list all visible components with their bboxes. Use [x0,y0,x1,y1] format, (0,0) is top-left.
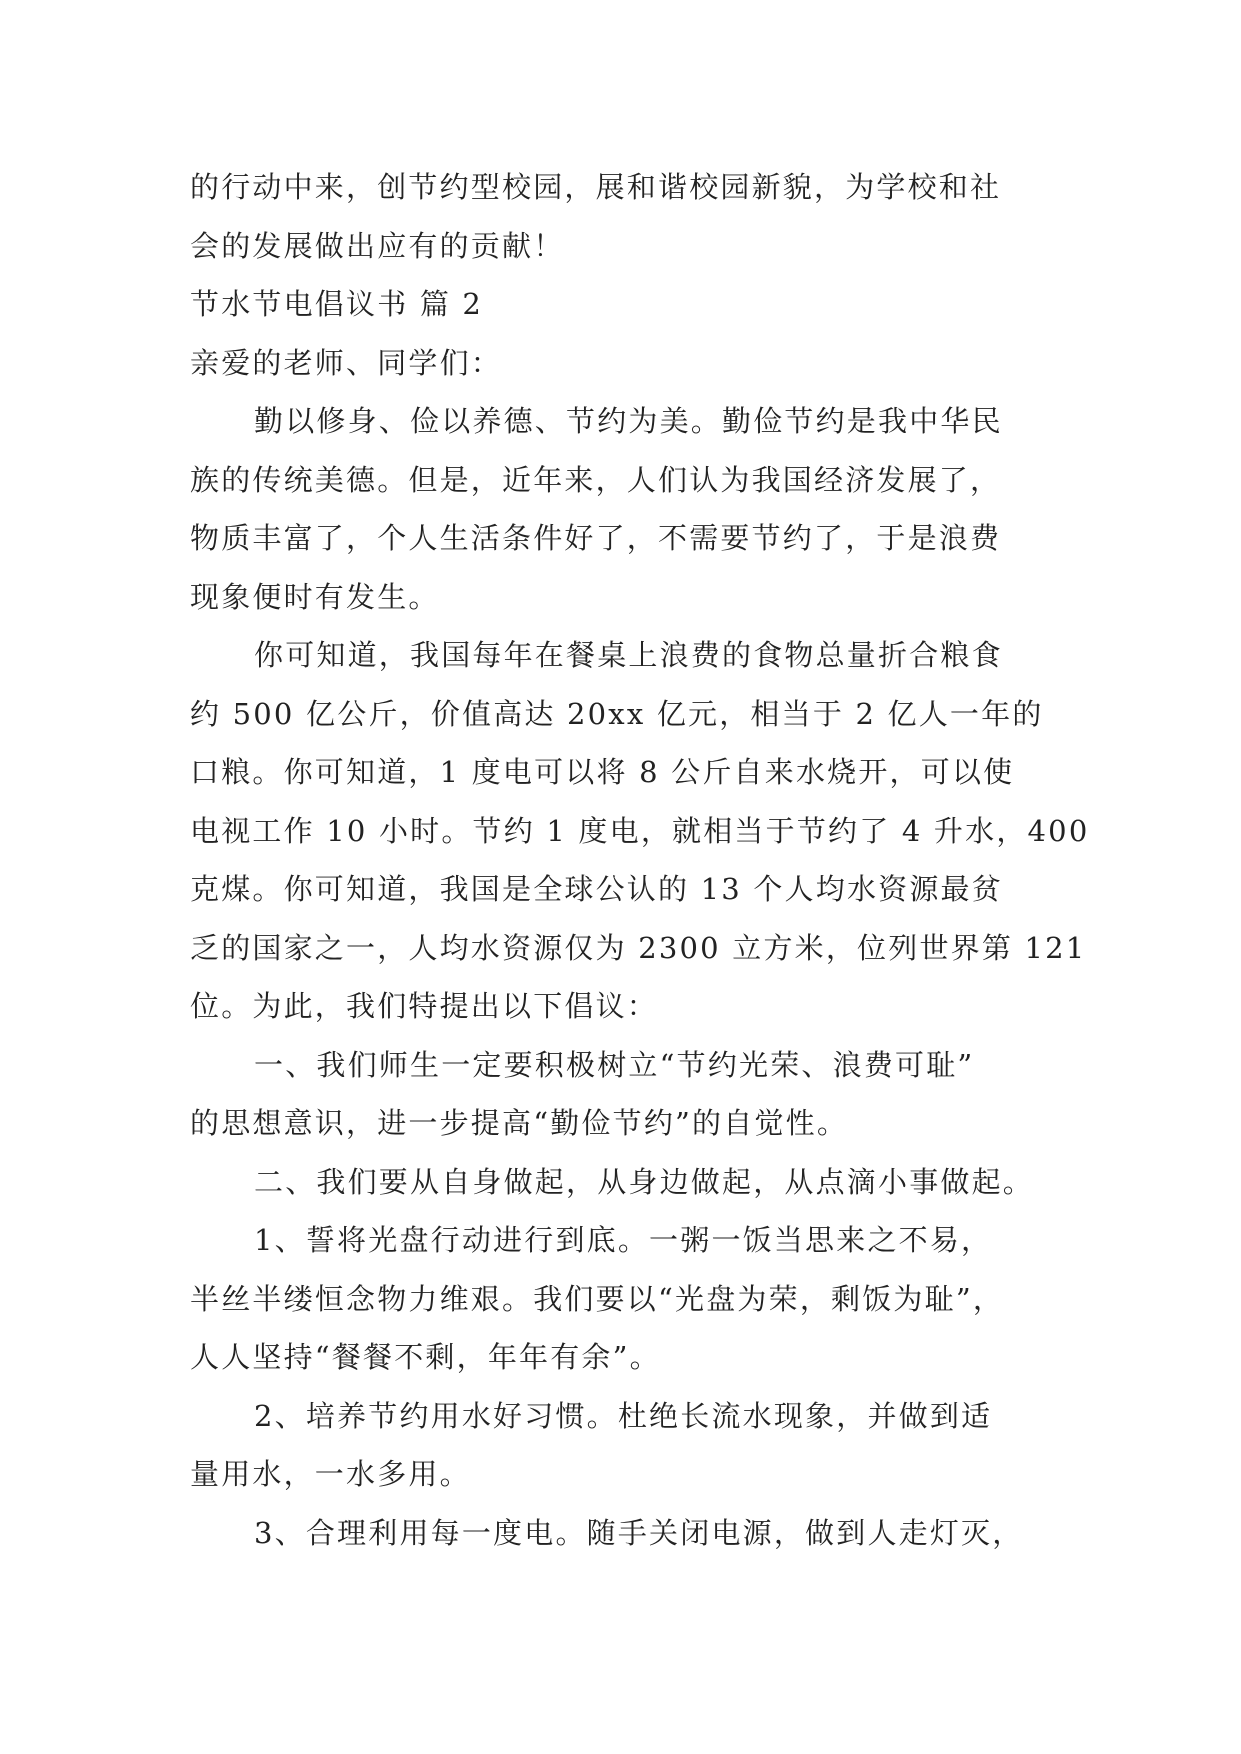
text-line: 电视工作 10 小时。节约 1 度电，就相当于节约了 4 升水，400 [190,813,1090,848]
text-line: 的行动中来，创节约型校园，展和谐校园新貌，为学校和社 [190,170,1002,204]
paragraph-start: 你可知道，我国每年在餐桌上浪费的食物总量折合粮食 [254,638,1003,672]
text-line: 约 500 亿公斤，价值高达 20xx 亿元，相当于 2 亿人一年的 [190,696,1044,731]
text-line: 族的传统美德。但是，近年来，人们认为我国经济发展了， [190,462,1002,497]
text-line: 会的发展做出应有的贡献！ [190,228,565,263]
paragraph-start: 2、培养节约用水好习惯。杜绝长流水现象，并做到适 [254,1398,993,1433]
section-heading: 节水节电倡议书 篇 2 [190,287,484,321]
document-body [190,158,1090,1562]
paragraph-start: 1、誓将光盘行动进行到底。一粥一饭当思来之不易， [254,1223,993,1257]
text-line: 半丝半缕恒念物力维艰。我们要以“光盘为荣，剩饭为耻”， [190,1281,1005,1316]
paragraph-start: 二、我们要从自身做起，从身边做起，从点滴小事做起。 [254,1164,1035,1199]
paragraph-start: 一、我们师生一定要积极树立“节约光荣、浪费可耻” [254,1047,975,1082]
text-line: 乏的国家之一，人均水资源仅为 2300 立方米，位列世界第 121 [190,930,1087,965]
text-line: 人人坚持“餐餐不剩，年年有余”。 [190,1340,661,1374]
text-line: 位。为此，我们特提出以下倡议： [190,989,659,1023]
text-line: 克煤。你可知道，我国是全球公认的 13 个人均水资源最贫 [190,872,1003,906]
paragraph-start: 3、合理利用每一度电。随手关闭电源，做到人走灯灭， [254,1515,1024,1550]
text-line: 现象便时有发生。 [190,579,440,614]
salutation: 亲爱的老师、同学们： [190,345,503,380]
text-line: 量用水，一水多用。 [190,1457,471,1491]
text-line: 物质丰富了，个人生活条件好了，不需要节约了，于是浪费 [190,521,1002,555]
text-line: 口粮。你可知道，1 度电可以将 8 公斤自来水烧开，可以使 [190,755,1015,789]
paragraph-start: 勤以修身、俭以养德、节约为美。勤俭节约是我中华民 [254,404,1003,438]
text-line: 的思想意识，进一步提高“勤俭节约”的自觉性。 [190,1106,849,1140]
